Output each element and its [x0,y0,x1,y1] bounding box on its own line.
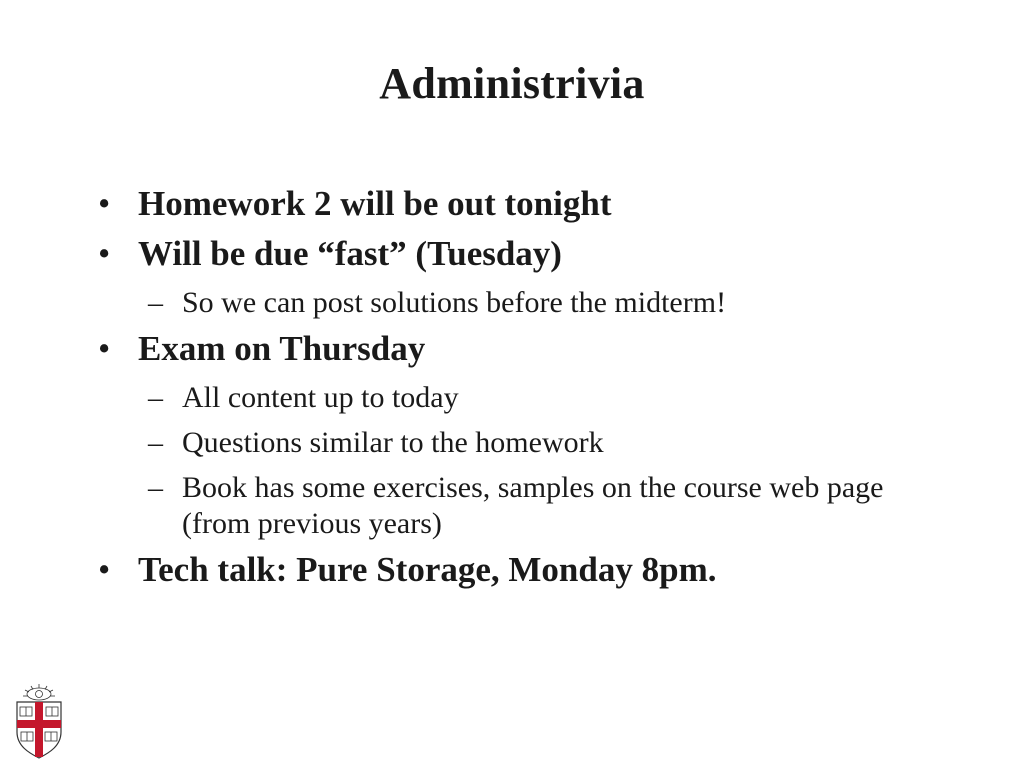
bullet-item [98,182,928,226]
sub-bullet-text: Questions similar to the homework [182,426,604,459]
bullet-text: Exam on Thursday [138,329,426,368]
bullet-item [98,548,928,592]
slide-title: Administrivia [379,59,645,108]
sub-bullet-item [98,425,928,461]
bullet-dot: • [98,550,111,589]
crest-sun-icon [23,684,55,700]
sub-bullet-list [138,285,928,321]
dash-marker: – [148,471,163,504]
sub-bullet-item [98,285,928,321]
bullet-item [98,232,928,321]
bullet-list [98,182,928,592]
bullet-text: Tech talk: Pure Storage, Monday 8pm. [138,550,717,589]
bullet-dot: • [98,329,111,368]
sub-bullet-text: Book has some exercises, samples on the course web page (from previous years) [182,471,884,540]
bullet-text: Homework 2 will be out tonight [138,184,612,223]
dash-marker: – [148,381,163,414]
bullet-item [98,327,928,542]
crest-cross-horizontal [17,720,61,728]
dash-marker: – [148,426,163,459]
sub-bullet-text: So we can post solutions before the midterm! [182,286,727,319]
sub-bullet-text: All content up to today [182,381,459,414]
university-crest-icon [14,680,64,760]
sub-bullet-item [98,470,928,542]
bullet-text: Will be due “fast” (Tuesday) [138,234,562,273]
dash-marker: – [148,286,163,319]
sub-bullet-item [98,380,928,416]
bullet-dot: • [98,184,111,223]
sub-bullet-list [138,380,928,542]
bullet-dot: • [98,234,111,273]
crest-cross-vertical [35,702,43,757]
